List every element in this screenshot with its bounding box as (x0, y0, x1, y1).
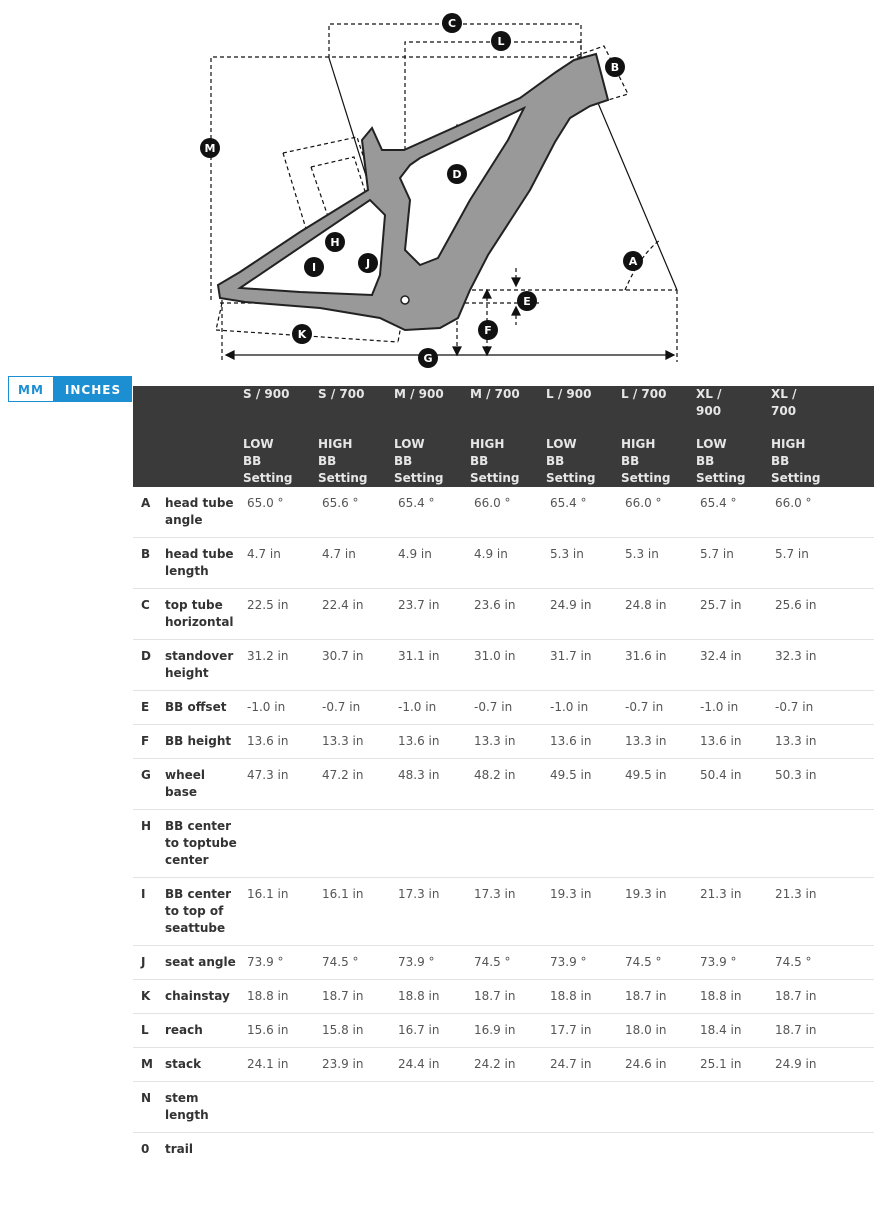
row-value-cell: 18.8 in (243, 980, 318, 1014)
row-value-cell: 49.5 in (621, 759, 696, 810)
row-value-cell: 24.2 in (470, 1048, 546, 1082)
row-letter: I (133, 878, 165, 946)
row-measurement-name: standover height (165, 640, 243, 691)
table-row (133, 980, 874, 1014)
row-measurement-name: stack (165, 1048, 243, 1082)
unit-toggle (8, 376, 132, 404)
row-value-cell (243, 1082, 318, 1133)
row-letter: B (133, 538, 165, 589)
row-letter: D (133, 640, 165, 691)
marker-d (447, 164, 467, 184)
row-value-cell: -0.7 in (318, 691, 394, 725)
marker-l (491, 31, 511, 51)
row-value-cell: 13.3 in (470, 725, 546, 759)
row-value-cell: 31.6 in (621, 640, 696, 691)
header-column (621, 386, 696, 487)
row-value-cell: 74.5 ° (621, 946, 696, 980)
row-value-cell: 25.6 in (771, 589, 874, 640)
header-size-label: XL / 900 (696, 387, 722, 418)
row-value-cell: 17.3 in (470, 878, 546, 946)
row-value-cell: 73.9 ° (394, 946, 470, 980)
row-measurement-name: trail (165, 1142, 193, 1156)
header-size-label: M / 700 (470, 387, 520, 401)
row-letter: G (133, 759, 165, 810)
table-row (133, 725, 874, 759)
row-value-cell: 16.9 in (470, 1014, 546, 1048)
row-letter: L (133, 1014, 165, 1048)
svg-text:L: L (497, 35, 505, 48)
row-value-cell: 17.7 in (546, 1014, 621, 1048)
svg-text:I: I (311, 261, 317, 274)
row-measurement-name: wheel base (165, 759, 243, 810)
row-measurement-name: BB center to top of seattube (165, 878, 243, 946)
row-value-cell (394, 810, 470, 878)
row-value-cell: 65.0 ° (243, 487, 318, 538)
row-value-cell: 13.6 in (394, 725, 470, 759)
row-letter: 0 (141, 1142, 150, 1156)
row-value-cell: 24.9 in (771, 1048, 874, 1082)
row-value-cell (243, 810, 318, 878)
header-setting-label: LOW BB Setting (546, 437, 596, 485)
row-value-cell: 5.7 in (771, 538, 874, 589)
header-setting-label: LOW BB Setting (243, 437, 293, 485)
row-value-cell: 48.2 in (470, 759, 546, 810)
svg-text:K: K (297, 328, 307, 341)
table-header-row (133, 386, 874, 487)
row-value-cell: 30.7 in (318, 640, 394, 691)
row-value-cell: 18.8 in (546, 980, 621, 1014)
header-column (771, 386, 874, 487)
marker-e (517, 291, 537, 311)
row-value-cell: 16.1 in (243, 878, 318, 946)
table-row (133, 589, 874, 640)
row-value-cell: 50.4 in (696, 759, 771, 810)
row-value-cell: 65.6 ° (318, 487, 394, 538)
row-value-cell: 18.4 in (696, 1014, 771, 1048)
row-value-cell: 15.6 in (243, 1014, 318, 1048)
svg-text:G: G (423, 352, 433, 365)
marker-a (623, 251, 643, 271)
row-value-cell (318, 810, 394, 878)
bike-frame-geometry-diagram (0, 0, 889, 375)
marker-b (605, 57, 625, 77)
row-value-cell (621, 810, 696, 878)
row-value-cell: 65.4 ° (696, 487, 771, 538)
marker-g (418, 348, 438, 368)
svg-text:M: M (204, 142, 216, 155)
row-measurement-name: reach (165, 1014, 243, 1048)
row-value-cell (470, 1133, 546, 1167)
row-value-cell (621, 1133, 696, 1167)
marker-f (478, 320, 498, 340)
row-value-cell (470, 1082, 546, 1133)
row-value-cell: 47.2 in (318, 759, 394, 810)
unit-mm-button[interactable]: MM (8, 376, 54, 402)
row-value-cell: 23.6 in (470, 589, 546, 640)
row-value-cell: -1.0 in (546, 691, 621, 725)
table-row (133, 878, 874, 946)
row-measurement-name: chainstay (165, 980, 243, 1014)
row-measurement-name: seat angle (165, 946, 243, 980)
row-measurement-name: BB offset (165, 691, 243, 725)
row-value-cell: 74.5 ° (771, 946, 874, 980)
row-value-cell: 5.7 in (696, 538, 771, 589)
row-measurement-name: BB height (165, 725, 243, 759)
row-letter: A (133, 487, 165, 538)
row-value-cell: 66.0 ° (470, 487, 546, 538)
table-row (133, 1082, 874, 1133)
header-setting-label: LOW BB Setting (394, 437, 444, 485)
marker-m (200, 138, 220, 158)
row-value-cell (696, 810, 771, 878)
marker-c (442, 13, 462, 33)
svg-text:A: A (628, 255, 638, 268)
row-value-cell (696, 1133, 771, 1167)
row-letter: E (133, 691, 165, 725)
header-setting-label: HIGH BB Setting (621, 437, 671, 485)
table-row (133, 538, 874, 589)
row-value-cell: 73.9 ° (696, 946, 771, 980)
row-value-cell: 17.3 in (394, 878, 470, 946)
row-value-cell (470, 810, 546, 878)
marker-h (325, 232, 345, 252)
marker-j (358, 253, 378, 273)
svg-text:J: J (365, 257, 371, 270)
svg-text:D: D (452, 168, 462, 181)
svg-text:E: E (523, 295, 531, 308)
row-measurement-name: head tube length (165, 538, 243, 589)
row-value-cell (318, 1082, 394, 1133)
row-value-cell: 5.3 in (621, 538, 696, 589)
row-value-cell (546, 1082, 621, 1133)
row-value-cell: 16.1 in (318, 878, 394, 946)
row-value-cell: 18.8 in (696, 980, 771, 1014)
row-value-cell: 32.3 in (771, 640, 874, 691)
row-value-cell: -0.7 in (621, 691, 696, 725)
header-blank-name (165, 386, 243, 487)
header-setting-label: HIGH BB Setting (771, 437, 821, 485)
table-body (133, 487, 874, 1166)
row-value-cell: 18.7 in (470, 980, 546, 1014)
row-value-cell: 66.0 ° (621, 487, 696, 538)
row-value-cell: 5.3 in (546, 538, 621, 589)
row-value-cell: 13.3 in (771, 725, 874, 759)
row-value-cell: 18.7 in (771, 980, 874, 1014)
row-value-cell: 24.1 in (243, 1048, 318, 1082)
row-letter: M (133, 1048, 165, 1082)
svg-text:F: F (484, 324, 492, 337)
row-value-cell: 24.4 in (394, 1048, 470, 1082)
row-value-cell: 13.6 in (696, 725, 771, 759)
marker-k (292, 324, 312, 344)
row-value-cell: 21.3 in (696, 878, 771, 946)
row-value-cell: 13.3 in (621, 725, 696, 759)
row-value-cell: 22.5 in (243, 589, 318, 640)
row-value-cell: 18.7 in (621, 980, 696, 1014)
header-size-label: XL / 700 (771, 387, 797, 418)
row-value-cell (771, 810, 874, 878)
row-value-cell: 23.9 in (318, 1048, 394, 1082)
row-value-cell: -1.0 in (696, 691, 771, 725)
row-value-cell (546, 1133, 621, 1167)
geometry-table (133, 386, 874, 1166)
table-row (133, 810, 874, 878)
row-value-cell: 73.9 ° (243, 946, 318, 980)
row-value-cell: 18.8 in (394, 980, 470, 1014)
row-value-cell: 31.2 in (243, 640, 318, 691)
row-value-cell: 23.7 in (394, 589, 470, 640)
row-letter: N (133, 1082, 165, 1133)
header-setting-label: HIGH BB Setting (470, 437, 520, 485)
row-measurement-name: stem length (165, 1082, 243, 1133)
row-value-cell: -0.7 in (470, 691, 546, 725)
row-value-cell (771, 1082, 874, 1133)
header-column (546, 386, 621, 487)
row-value-cell (394, 1133, 470, 1167)
row-measurement-name: BB center to toptube center (165, 810, 243, 878)
row-value-cell: 31.1 in (394, 640, 470, 691)
row-value-cell: 22.4 in (318, 589, 394, 640)
row-letter: J (133, 946, 165, 980)
svg-text:H: H (330, 236, 340, 249)
header-column (470, 386, 546, 487)
table-row (133, 487, 874, 538)
header-column (394, 386, 470, 487)
row-value-cell: 31.7 in (546, 640, 621, 691)
row-measurement-name: head tube angle (165, 487, 243, 538)
row-value-cell: 15.8 in (318, 1014, 394, 1048)
row-value-cell (546, 810, 621, 878)
header-column (318, 386, 394, 487)
header-column (243, 386, 318, 487)
row-value-cell: -1.0 in (394, 691, 470, 725)
svg-text:B: B (610, 61, 620, 74)
row-value-cell: 13.3 in (318, 725, 394, 759)
row-letter: F (133, 725, 165, 759)
header-setting-label: HIGH BB Setting (318, 437, 368, 485)
table-row (133, 1048, 874, 1082)
row-value-cell: 18.0 in (621, 1014, 696, 1048)
header-size-label: S / 900 (243, 387, 290, 401)
row-value-cell: -0.7 in (771, 691, 874, 725)
table-row (133, 1014, 874, 1048)
row-letter: K (133, 980, 165, 1014)
table-row (133, 640, 874, 691)
row-value-cell (771, 1133, 874, 1167)
row-measurement-name: top tube horizontal (165, 589, 243, 640)
header-column (696, 386, 771, 487)
row-value-cell: 49.5 in (546, 759, 621, 810)
row-value-cell (696, 1082, 771, 1133)
marker-i (304, 257, 324, 277)
header-setting-label: LOW BB Setting (696, 437, 746, 485)
row-value-cell: 13.6 in (546, 725, 621, 759)
row-value-cell: 25.1 in (696, 1048, 771, 1082)
row-value-cell: 4.7 in (318, 538, 394, 589)
row-value-cell: 21.3 in (771, 878, 874, 946)
row-letter: C (133, 589, 165, 640)
header-size-label: S / 700 (318, 387, 365, 401)
row-value-cell: 74.5 ° (318, 946, 394, 980)
row-value-cell: 19.3 in (621, 878, 696, 946)
row-letter: H (133, 810, 165, 878)
row-value-cell: 65.4 ° (546, 487, 621, 538)
unit-inches-button[interactable]: INCHES (54, 376, 132, 402)
row-value-cell: 4.9 in (470, 538, 546, 589)
row-value-cell: 48.3 in (394, 759, 470, 810)
row-value-cell (621, 1082, 696, 1133)
row-value-cell: 32.4 in (696, 640, 771, 691)
frame-shape (218, 54, 608, 330)
header-size-label: M / 900 (394, 387, 444, 401)
row-value-cell: 4.7 in (243, 538, 318, 589)
table-row (133, 946, 874, 980)
row-value-cell: 18.7 in (318, 980, 394, 1014)
row-value-cell (318, 1133, 394, 1167)
row-value-cell: 19.3 in (546, 878, 621, 946)
row-value-cell: 73.9 ° (546, 946, 621, 980)
row-value-cell: 24.9 in (546, 589, 621, 640)
row-value-cell: 66.0 ° (771, 487, 874, 538)
row-value-cell: 18.7 in (771, 1014, 874, 1048)
header-blank-letter (133, 386, 165, 487)
row-value-cell: 25.7 in (696, 589, 771, 640)
row-value-cell: 74.5 ° (470, 946, 546, 980)
row-value-cell: 24.6 in (621, 1048, 696, 1082)
row-value-cell: 24.8 in (621, 589, 696, 640)
row-value-cell: 13.6 in (243, 725, 318, 759)
row-value-cell: -1.0 in (243, 691, 318, 725)
row-value-cell: 47.3 in (243, 759, 318, 810)
row-value-cell: 65.4 ° (394, 487, 470, 538)
table-row (133, 691, 874, 725)
row-value-cell: 24.7 in (546, 1048, 621, 1082)
row-value-cell (243, 1133, 318, 1167)
row-value-cell (394, 1082, 470, 1133)
header-size-label: L / 900 (546, 387, 592, 401)
table-row (133, 759, 874, 810)
header-size-label: L / 700 (621, 387, 667, 401)
row-value-cell: 50.3 in (771, 759, 874, 810)
row-value-cell: 31.0 in (470, 640, 546, 691)
svg-text:C: C (447, 17, 457, 30)
table-row (133, 1133, 874, 1167)
row-value-cell: 16.7 in (394, 1014, 470, 1048)
row-value-cell: 4.9 in (394, 538, 470, 589)
